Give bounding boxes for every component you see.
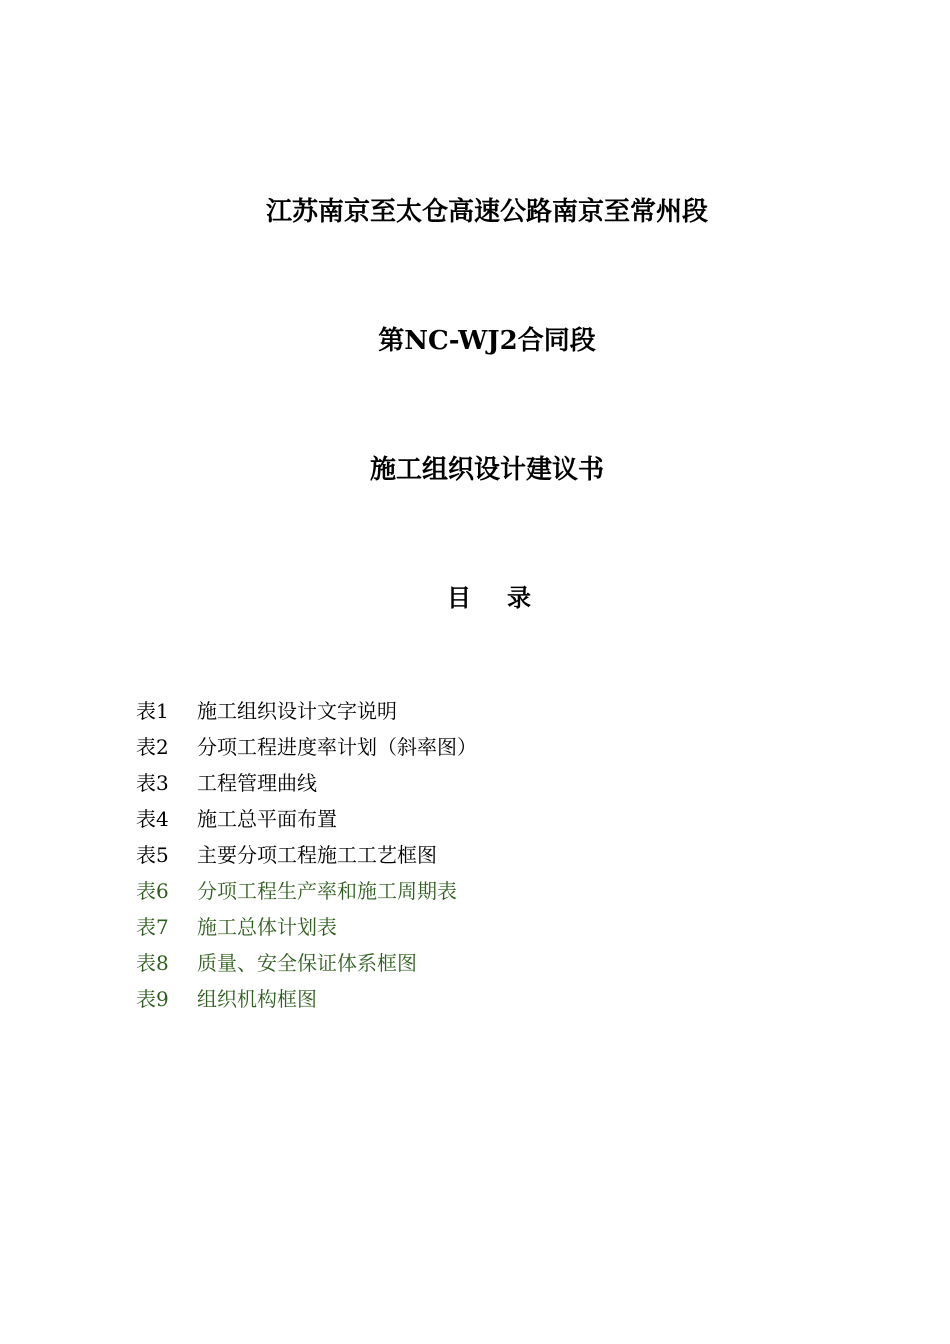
toc-heading: 目录 — [447, 583, 567, 612]
document-title: 江苏南京至太仓高速公路南京至常州段 — [265, 197, 708, 227]
toc-item — [136, 875, 477, 911]
contract-section-title: 第NC-WJ2合同段 — [378, 326, 596, 356]
table-of-contents — [136, 695, 477, 1019]
toc-item-number: 表3 — [136, 771, 169, 795]
toc-item — [136, 695, 477, 731]
toc-item — [136, 803, 477, 839]
toc-item — [136, 767, 477, 803]
toc-item-label: 分项工程进度率计划（斜率图） — [197, 735, 477, 759]
toc-item-number: 表1 — [136, 699, 169, 723]
toc-item-label: 主要分项工程施工工艺框图 — [197, 843, 437, 867]
toc-item-label: 质量、安全保证体系框图 — [197, 951, 417, 975]
toc-item-label: 工程管理曲线 — [197, 771, 317, 795]
toc-item-number: 表5 — [136, 843, 169, 867]
toc-item-number: 表6 — [136, 879, 169, 903]
toc-item-label: 施工总平面布置 — [197, 807, 337, 831]
toc-item — [136, 983, 477, 1019]
toc-item-label: 分项工程生产率和施工周期表 — [197, 879, 457, 903]
toc-item-number: 表2 — [136, 735, 169, 759]
toc-item — [136, 947, 477, 983]
toc-item-number: 表7 — [136, 915, 169, 939]
toc-item-number: 表4 — [136, 807, 169, 831]
toc-item-label: 施工总体计划表 — [197, 915, 337, 939]
toc-item-label: 施工组织设计文字说明 — [197, 699, 397, 723]
toc-item — [136, 911, 477, 947]
toc-item — [136, 731, 477, 767]
toc-item-number: 表9 — [136, 987, 169, 1011]
toc-item — [136, 839, 477, 875]
toc-item-label: 组织机构框图 — [197, 987, 317, 1011]
proposal-title: 施工组织设计建议书 — [369, 455, 604, 485]
toc-item-number: 表8 — [136, 951, 169, 975]
